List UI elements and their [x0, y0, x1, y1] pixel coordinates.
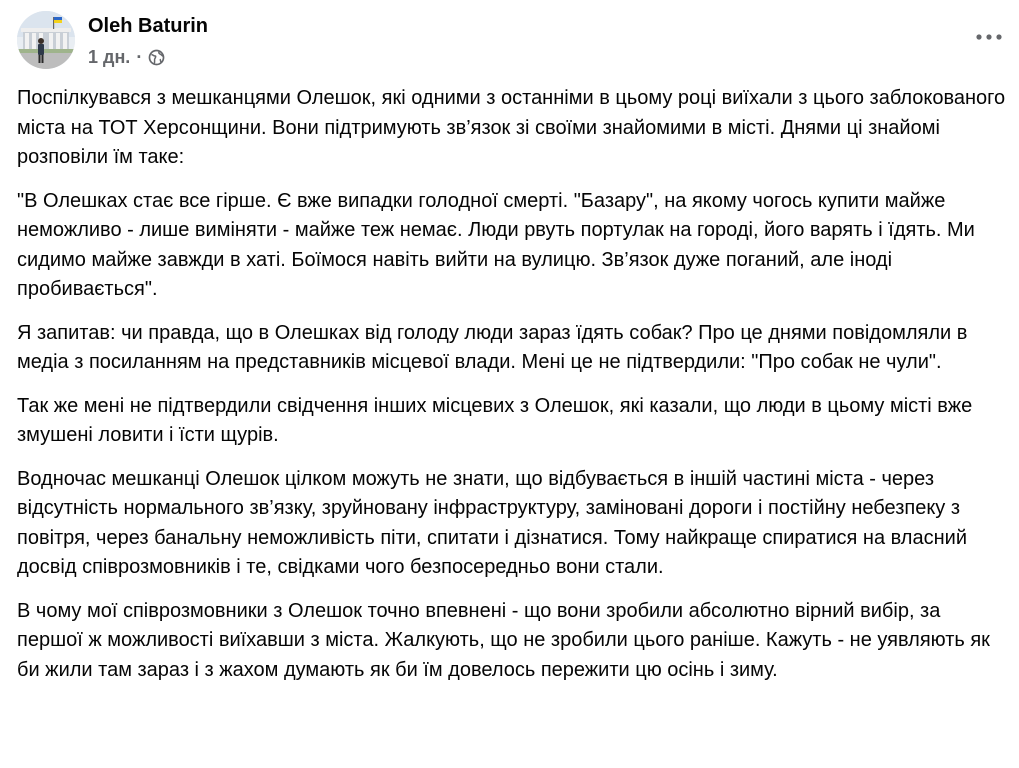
post-paragraph: Я запитав: чи правда, що в Олешках від голоду люди зараз їдять собак? Про це днями повідомляли в медіа з посиланням на представників місцевої влади. Мені це не підтвердили: "Про собак не чули". — [17, 321, 968, 373]
post-body — [17, 84, 1007, 699]
post-paragraph: Так же мені не підтвердили свідчення інших місцевих з Олешок, які казали, що люди в цьому місті вже змушені ловити і їсти щурів. — [17, 394, 973, 446]
post-meta — [88, 45, 165, 69]
post-header — [17, 11, 1007, 73]
meta-separator: · — [136, 46, 143, 67]
avatar-photo — [17, 11, 75, 69]
avatar[interactable] — [17, 11, 75, 69]
post-timestamp[interactable]: 1 дн. — [88, 46, 131, 67]
author-name[interactable]: Oleh Baturin — [88, 15, 209, 37]
globe-icon[interactable] — [148, 49, 165, 66]
post-paragraph: В чому мої співрозмовники з Олешок точно впевнені - що вони зробили абсолютно вірний вибір, за першої ж можливості виїхавши з міста. Жалкують, що не зробили цього раніше. Кажуть - не уявляють як би жили там зараз і з жахом думають як би їм довелось пережити цю осінь і зиму. — [17, 599, 990, 681]
post-paragraph: Водночас мешканці Олешок цілком можуть не знати, що відбувається в іншій частині міста - через відсутність нормального зв’язку, зруйновану інфраструктуру, заміновані дороги і постійну небезпеку з повітря, через банальну неможливість піти, спитати і дізнатися. Тому найкраще спиратися на власний досвід співрозмовників і те, свідками чого безпосередньо вони стали. — [17, 467, 967, 578]
more-options-icon[interactable] — [971, 25, 1007, 49]
post-paragraph: "В Олешках стає все гірше. Є вже випадки голодної смерті. "Базару", на якому чогось купити майже неможливо - лише виміняти - майже теж немає. Люди рвуть портулак на городі, його варять і їдять. Ми сидимо майже завжди в хаті. Боїмося навіть вийти на вулицю. Зв’язок дуже поганий, але іноді пробивається". — [17, 189, 975, 300]
post-paragraph: Поспілкувався з мешканцями Олешок, які одними з останніми в цьому році виїхали з цього заблокованого міста на ТОТ Херсонщини. Вони підтримують зв’язок зі своїми знайомими в місті. Днями ці знайомі розповіли їм таке: — [17, 87, 1006, 168]
